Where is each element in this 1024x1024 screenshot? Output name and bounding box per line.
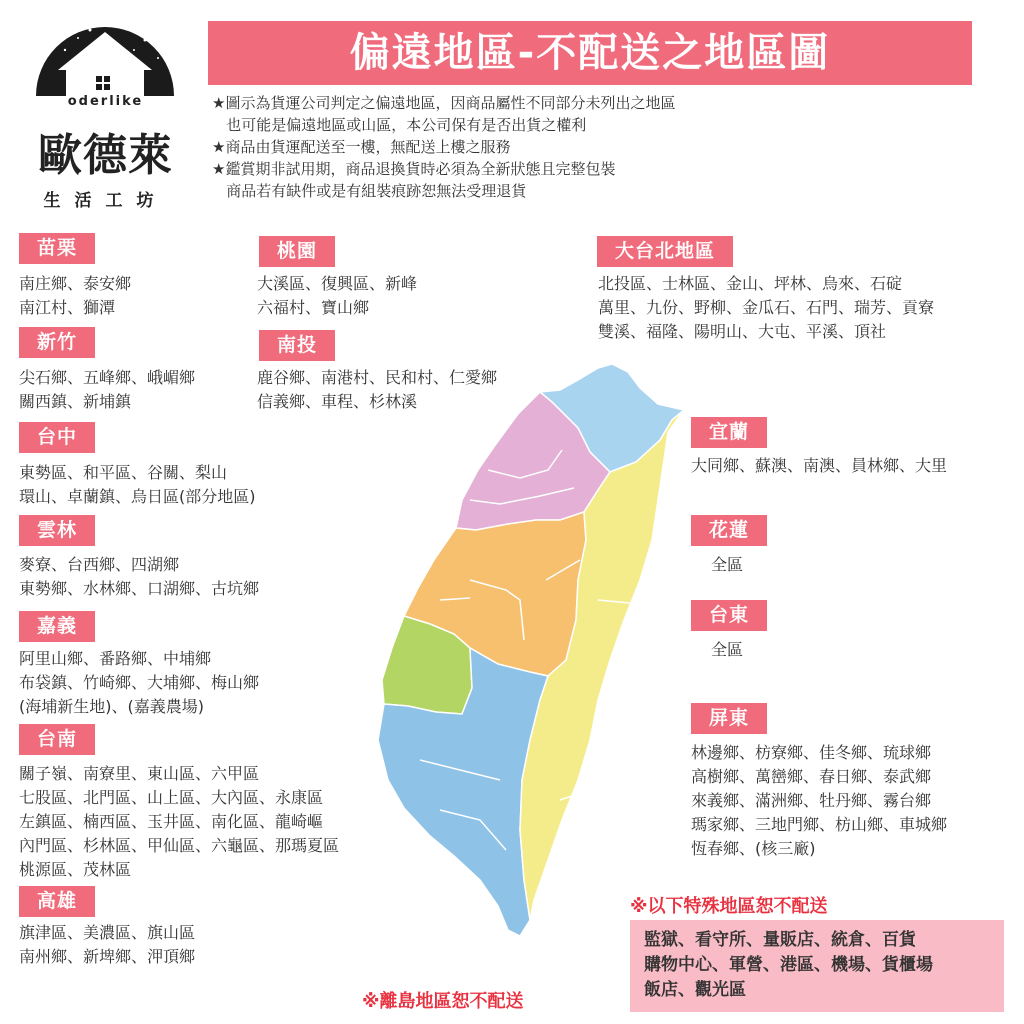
- place-line: 旗津區、美濃區、旗山區: [19, 923, 196, 942]
- region-tag-taichung: 台中: [19, 422, 95, 453]
- place-line: 全區: [711, 640, 744, 659]
- place-line: 大同鄉、蘇澳、南澳、員林鄉、大里: [691, 456, 948, 475]
- place-line: 七股區、北門區、山上區、大內區、永康區: [19, 788, 324, 807]
- region-tag-hsinchu: 新竹: [19, 327, 95, 358]
- brand-subtitle: 生活工坊: [43, 191, 168, 211]
- region-places-miaoli: [19, 272, 131, 320]
- region-places-chiayi: [19, 647, 259, 719]
- region-places-tainan: [19, 762, 339, 882]
- place-line: 南庄鄉、泰安鄉: [19, 274, 132, 293]
- region-places-kaohsiung: [19, 921, 195, 969]
- place-line: 高樹鄉、萬巒鄉、春日鄉、泰武鄉: [691, 767, 932, 786]
- region-places-hsinchu: [19, 366, 195, 414]
- place-line: 內門區、杉林區、甲仙區、六龜區、那瑪夏區: [19, 836, 340, 855]
- place-line: 環山、卓蘭鎮、烏日區(部分地區): [19, 487, 256, 506]
- special-areas-title: ※以下特殊地區恕不配送: [630, 896, 828, 917]
- place-line: 布袋鎮、竹崎鄉、大埔鄉、梅山鄉: [19, 673, 260, 692]
- region-tag-miaoli: 苗栗: [19, 233, 95, 264]
- region-tag-yunlin: 雲林: [19, 515, 95, 546]
- place-line: 尖石鄉、五峰鄉、峨嵋鄉: [19, 368, 196, 387]
- brand-chinese-name: 歐德萊: [38, 130, 173, 181]
- islands-note: ※離島地區恕不配送: [362, 991, 524, 1012]
- region-tag-yilan: 宜蘭: [691, 417, 767, 448]
- page-title: 偏遠地區-不配送之地區圖: [208, 21, 972, 85]
- region-tag-taoyuan: 桃園: [259, 236, 335, 267]
- place-line: 來義鄉、滿洲鄉、牡丹鄉、霧台鄉: [691, 791, 932, 810]
- brand-english-name: oderlike: [67, 94, 144, 109]
- place-line: 桃源區、茂林區: [19, 860, 132, 879]
- region-places-hualien: [711, 553, 743, 577]
- place-line: 南州鄉、新埤鄉、㳌頂鄉: [19, 947, 196, 966]
- place-line: 恆春鄉、(核三廠): [691, 839, 816, 858]
- place-line: 信義鄉、車程、杉林溪: [257, 392, 418, 411]
- place-line: 北投區、士林區、金山、坪林、烏來、石碇: [598, 274, 903, 293]
- region-tag-taipei: 大台北地區: [597, 236, 733, 267]
- place-line: 鹿谷鄉、南港村、民和村、仁愛鄉: [257, 368, 498, 387]
- place-line: 全區: [711, 555, 744, 574]
- special-areas-box: [630, 920, 1004, 1012]
- place-line: 萬里、九份、野柳、金瓜石、石門、瑞芳、貢寮: [598, 298, 935, 317]
- notice-line: 商品若有缺件或是有組裝痕跡恕無法受理退貨: [212, 182, 527, 200]
- place-line: 六福村、寶山鄉: [257, 298, 370, 317]
- region-tag-tainan: 台南: [19, 724, 95, 755]
- place-line: 東勢區、和平區、谷關、梨山: [19, 463, 228, 482]
- place-line: 左鎮區、楠西區、玉井區、南化區、龍崎嶇: [19, 812, 324, 831]
- place-line: 大溪區、復興區、新峰: [257, 274, 418, 293]
- place-line: 阿里山鄉、番路鄉、中埔鄉: [19, 649, 212, 668]
- place-line: 關子嶺、南寮里、東山區、六甲區: [19, 764, 260, 783]
- region-tag-pingtung: 屏東: [691, 703, 767, 734]
- notice-line: ★商品由貨運配送至一樓，無配送上樓之服務: [212, 138, 511, 156]
- special-line: 購物中心、軍營、港區、機場、貨櫃場: [644, 955, 933, 975]
- region-tag-kaohsiung: 高雄: [19, 886, 95, 917]
- region-places-taichung: [19, 461, 256, 509]
- region-places-yilan: [691, 454, 947, 478]
- special-areas-list: [644, 928, 933, 1003]
- place-line: 雙溪、福隆、陽明山、大屯、平溪、頂社: [598, 322, 887, 341]
- special-line: 飯店、觀光區: [644, 980, 746, 1000]
- region-places-taipei: [598, 272, 934, 344]
- special-line: 監獄、看守所、量販店、統倉、百貨: [644, 930, 916, 950]
- place-line: 關西鎮、新埔鎮: [19, 392, 132, 411]
- notice-line: 也可能是偏遠地區或山區，本公司保有是否出貨之權利: [212, 116, 587, 134]
- region-tag-chiayi: 嘉義: [19, 611, 95, 642]
- region-tag-hualien: 花蓮: [691, 515, 767, 546]
- region-places-taitung: [711, 638, 743, 662]
- region-places-pingtung: [691, 741, 947, 861]
- region-tag-taitung: 台東: [691, 600, 767, 631]
- notice-line: ★鑑賞期非試用期，商品退換貨時必須為全新狀態且完整包裝: [212, 160, 616, 178]
- region-places-nantou: [257, 366, 497, 414]
- place-line: 瑪家鄉、三地門鄉、枋山鄉、車城鄉: [691, 815, 948, 834]
- region-places-taoyuan: [257, 272, 417, 320]
- region-places-yunlin: [19, 553, 259, 601]
- place-line: 南江村、獅潭: [19, 298, 116, 317]
- notice-line: ★圖示為貨運公司判定之偏遠地區，因商品屬性不同部分未列出之地區: [212, 94, 676, 112]
- region-tag-nantou: 南投: [259, 330, 335, 361]
- place-line: 麥寮、台西鄉、四湖鄉: [19, 555, 180, 574]
- place-line: 林邊鄉、枋寮鄉、佳冬鄉、琉球鄉: [691, 743, 932, 762]
- place-line: (海埔新生地)、(嘉義農場): [19, 697, 204, 716]
- place-line: 東勢鄉、水林鄉、口湖鄉、古坑鄉: [19, 579, 260, 598]
